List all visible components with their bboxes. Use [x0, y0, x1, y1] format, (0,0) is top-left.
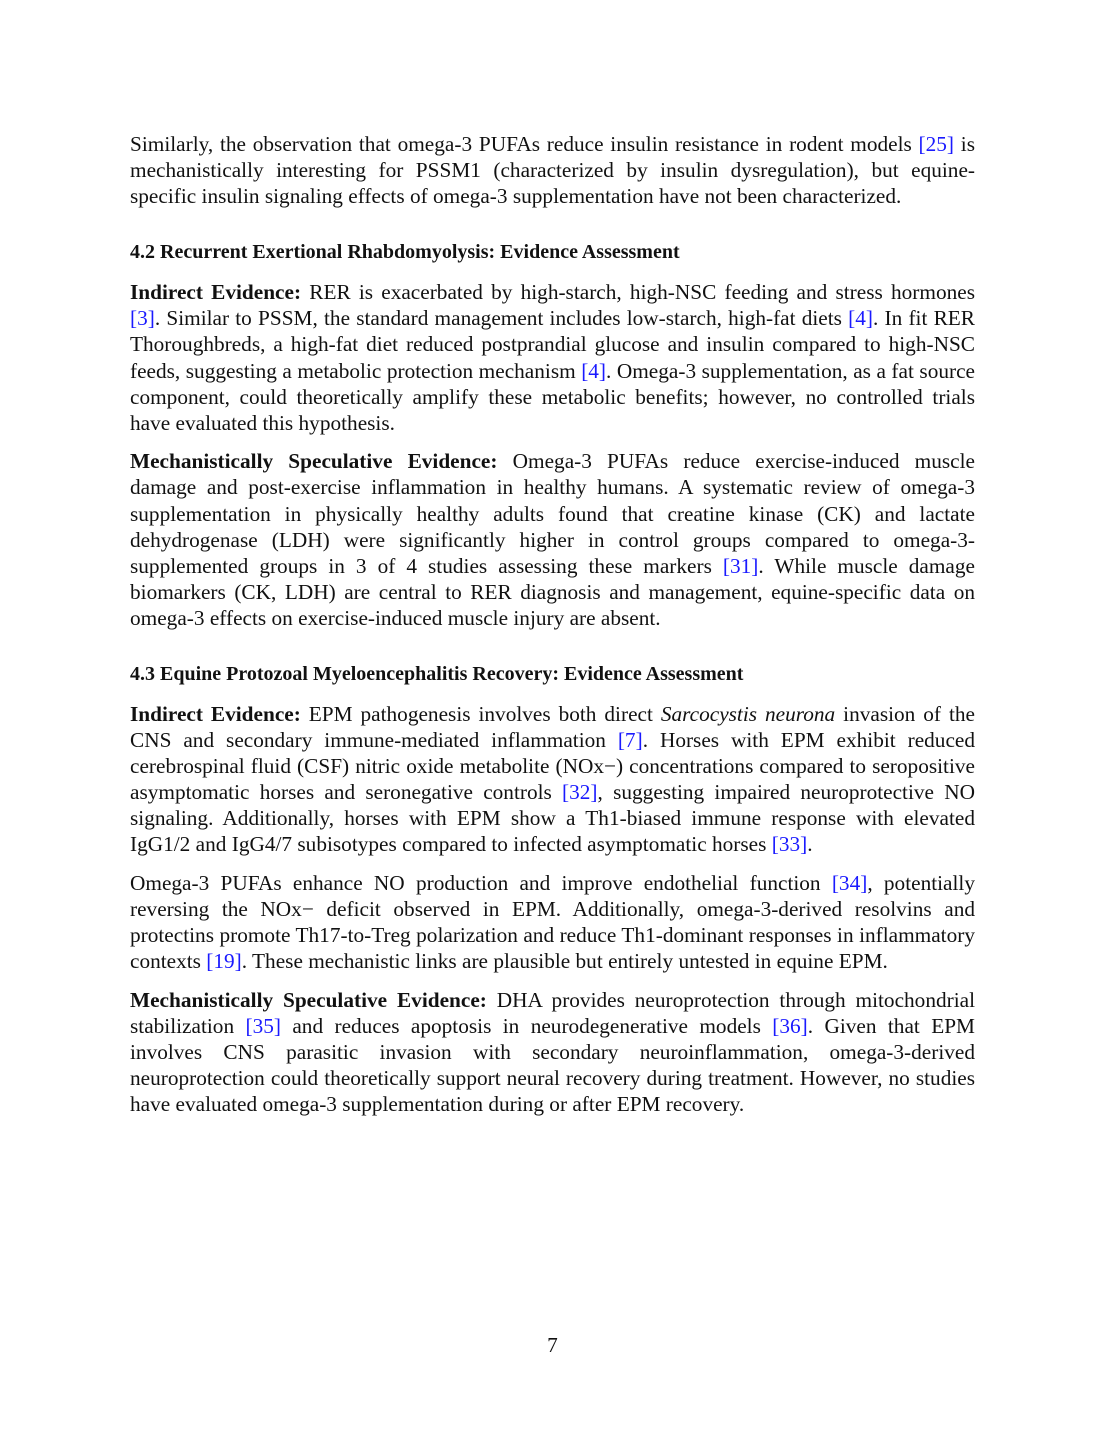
citation-link-19[interactable]: [19] — [206, 949, 242, 974]
paragraph-epm-speculative-evidence: Mechanistically Speculative Evidence: DHA provides neuroprotection through mitochondrial stabilization [35] and reduces apoptosis in neurodegenerative models [36]. Given that EPM involves CNS parasitic invasion with secondary neuroinflammation, omega-3-derived neuroprotection could theoretically support neural recovery during treatment. However, no studies have evaluated omega-3 supplementation during or after EPM recovery. — [130, 987, 976, 1117]
section-heading-4-3: 4.3 Equine Protozoal Myeloencephalitis Recovery: Evidence Assessment — [130, 663, 744, 685]
citation-link-36[interactable]: [36] — [772, 1014, 808, 1039]
paragraph-rer-indirect-evidence: Indirect Evidence: RER is exacerbated by high-starch, high-NSC feeding and stress hormones [3]. Similar to PSSM, the standard management includes low-starch, high-fat diets [4]. In fit RER Thoroughbreds, a high-fat diet reduced postprandial glucose and insulin compared to high-NSC feeds, suggesting a metabolic protection mechanism [4]. Omega-3 supplementation, as a fat source component, could theoretically amplify these metabolic benefits; however, no controlled trials have evaluated this hypothesis. — [130, 280, 975, 435]
paragraph-rer-speculative-evidence: Mechanistically Speculative Evidence: Omega-3 PUFAs reduce exercise-induced muscle damage and post-exercise inflammation in healthy humans. A systematic review of omega-3 supplementation in physically healthy adults found that creatine kinase (CK) and lactate dehydrogenase (LDH) were significantly higher in control groups compared to omega-3-supplemented groups in 3 of 4 studies assessing these markers [31]. While muscle damage biomarkers (CK, LDH) are central to RER diagnosis and management, equine-specific data on omega-3 effects on exercise-induced muscle injury are absent. — [130, 449, 975, 630]
citation-link-32[interactable]: [32] — [562, 780, 598, 805]
citation-link-31[interactable]: [31] — [722, 553, 759, 578]
citation-link-4[interactable]: [4] — [848, 306, 873, 331]
run-in-label: Mechanistically Speculative Evidence: — [130, 987, 487, 1012]
species-name: Sarcocystis neurona — [660, 702, 836, 726]
citation-link-33[interactable]: [33] — [771, 832, 808, 857]
citation-link-3[interactable]: [3] — [130, 306, 155, 331]
section-heading-4-2: 4.2 Recurrent Exertional Rhabdomyolysis: Evidence Assessment — [130, 241, 680, 264]
page-number: 7 — [547, 1333, 558, 1357]
paragraph-insulin-resistance: Similarly, the observation that omega-3 PUFAs reduce insulin resistance in rodent models [25] is mechanistically interesting for PSSM1 (characterized by insulin dysregulation), but equine-specific insulin signaling effects of omega-3 supplementation have not been characterized. — [130, 132, 976, 209]
citation-link-4[interactable]: [4] — [581, 358, 607, 383]
citation-link-34[interactable]: [34] — [831, 871, 868, 896]
run-in-label: Mechanistically Speculative Evidence: — [130, 449, 498, 474]
paragraph-epm-indirect-evidence: Indirect Evidence: EPM pathogenesis involves both direct Sarcocystis neurona invasion of the CNS and secondary immune-mediated inflammation [7]. Horses with EPM exhibit reduced cerebrospinal fluid (CSF) nitric oxide metabolite (NOx−) concentrations compared to seropositive asymptomatic horses and seronegative controls [32], suggesting impaired neuroprotective NO signaling. Additionally, horses with EPM show a Th1-biased immune response with elevated IgG1/2 and IgG4/7 subisotypes compared to infected asymptomatic horses [33]. — [130, 702, 975, 857]
paragraph-epm-omega3-mechanism: Omega-3 PUFAs enhance NO production and improve endothelial function [34], potentially reversing the NOx− deficit observed in EPM. Additionally, omega-3-derived resolvins and protectins promote Th17-to-Treg polarization and reduce Th1-dominant responses in inflammatory contexts [19]. These mechanistic links are plausible but entirely untested in equine EPM. — [130, 871, 975, 974]
run-in-label: Indirect Evidence: — [130, 280, 302, 305]
run-in-label: Indirect Evidence: — [130, 702, 301, 726]
citation-link-7[interactable]: [7] — [617, 728, 643, 753]
page-body — [130, 131, 975, 1117]
citation-link-35[interactable]: [35] — [245, 1014, 281, 1039]
citation-link-25[interactable]: [25] — [918, 132, 955, 156]
